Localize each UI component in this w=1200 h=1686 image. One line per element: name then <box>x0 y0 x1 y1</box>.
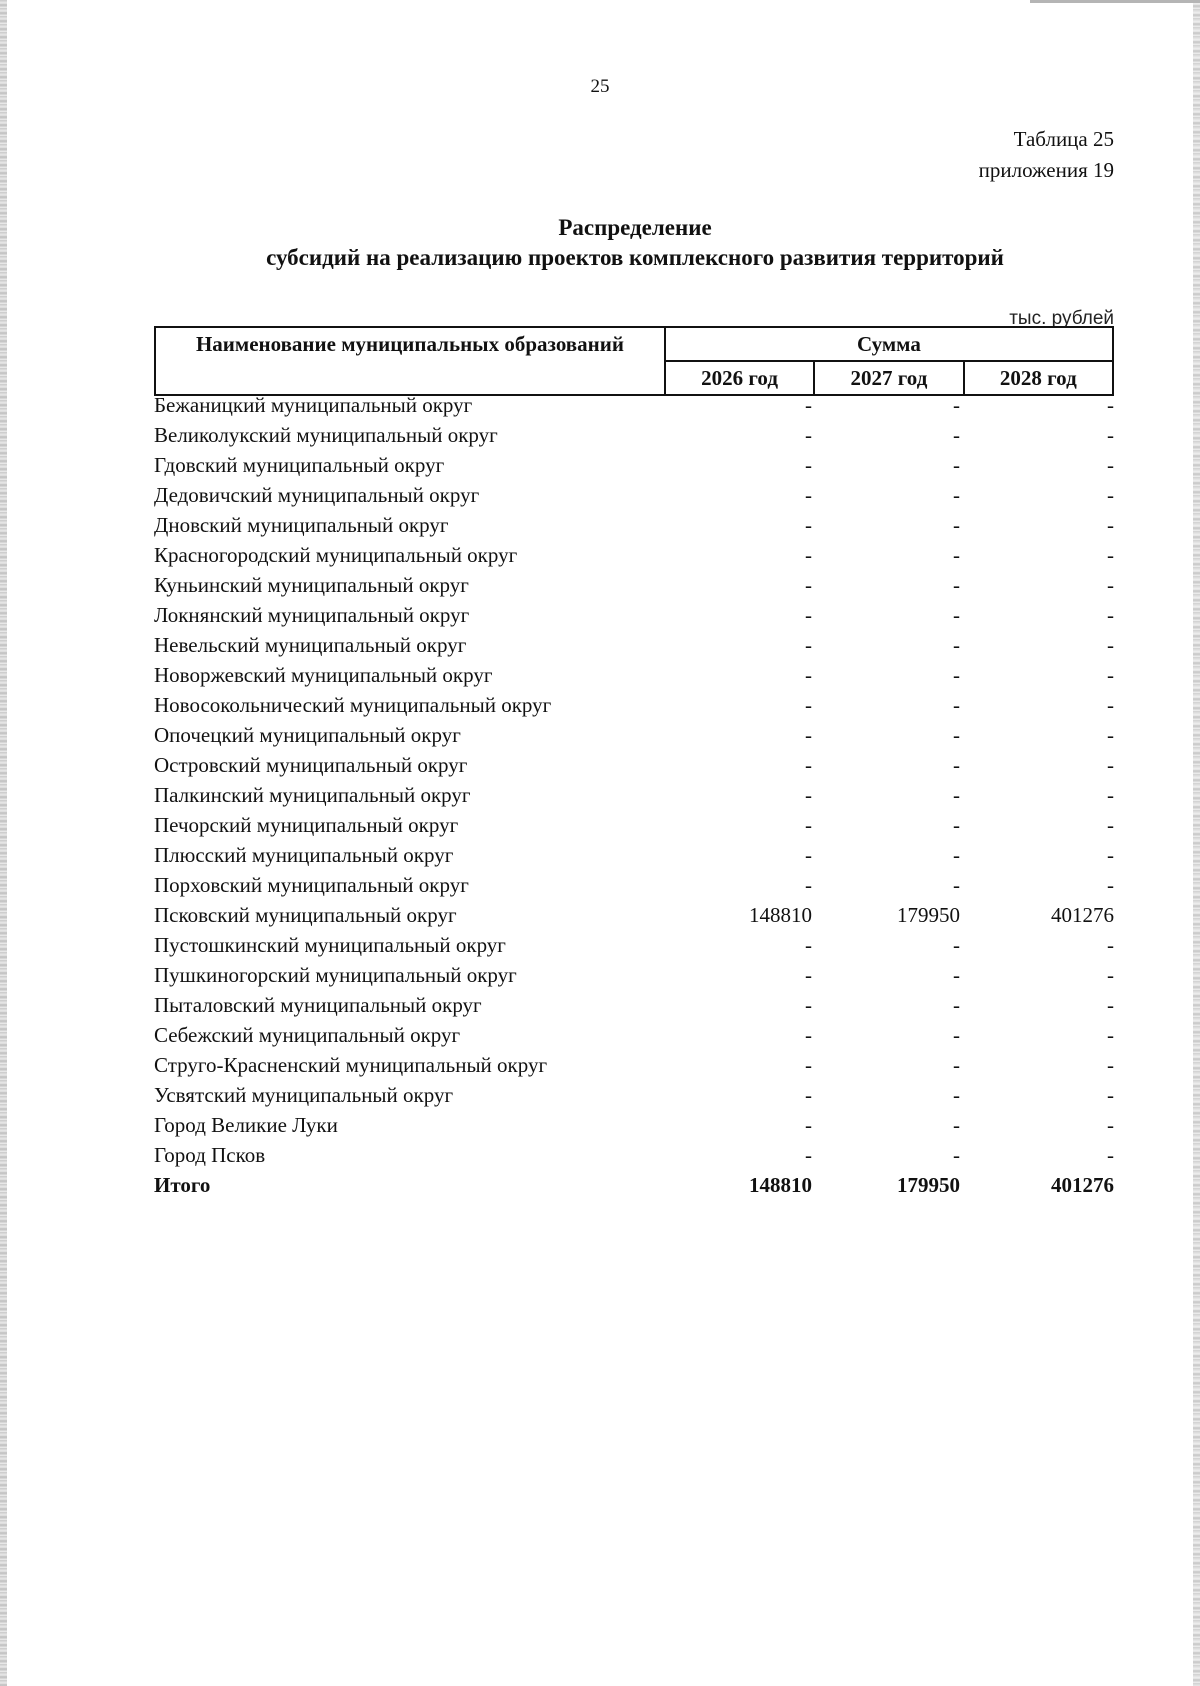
table-reference <box>979 124 1114 186</box>
value-2026: - <box>805 513 812 537</box>
header-year-2027: 2027 год <box>814 361 963 395</box>
value-2027: - <box>953 513 960 537</box>
municipality-name: Печорский муниципальный округ <box>154 813 459 837</box>
table-reference-line2: приложения 19 <box>978 158 1114 182</box>
value-2027: - <box>953 453 960 477</box>
municipality-name: Локнянский муниципальный округ <box>154 603 470 627</box>
value-2026: - <box>805 723 812 747</box>
table-row <box>154 1140 1114 1170</box>
table-row <box>154 630 1114 660</box>
table-row <box>154 1050 1114 1080</box>
document-title-line2: субсидий на реализацию проектов комплексного развития территорий <box>266 245 1004 270</box>
total-value-2028: 401276 <box>1051 1173 1114 1197</box>
value-2027: - <box>953 1083 960 1107</box>
table-row <box>154 390 1114 420</box>
value-2027: - <box>953 1113 960 1137</box>
table-row <box>154 1020 1114 1050</box>
table-row <box>154 840 1114 870</box>
value-2026: - <box>805 483 812 507</box>
municipality-name: Красногородский муниципальный округ <box>154 543 518 567</box>
municipality-name: Дновский муниципальный округ <box>154 513 449 537</box>
value-2026: - <box>805 753 812 777</box>
value-2026: - <box>805 603 812 627</box>
municipality-name: Гдовский муниципальный округ <box>154 453 445 477</box>
table-row <box>154 570 1114 600</box>
value-2026: - <box>805 963 812 987</box>
document-title <box>0 213 1200 273</box>
value-2028: - <box>1107 963 1114 987</box>
value-2027: - <box>953 933 960 957</box>
table-row <box>154 1110 1114 1140</box>
value-2027: - <box>953 753 960 777</box>
table-row <box>154 420 1114 450</box>
table-row <box>154 660 1114 690</box>
value-2026: - <box>805 543 812 567</box>
table-row <box>154 600 1114 630</box>
data-table <box>154 390 1114 1200</box>
table-row <box>154 990 1114 1020</box>
value-2026: - <box>805 393 812 417</box>
value-2026: - <box>805 843 812 867</box>
total-value-2027: 179950 <box>897 1173 960 1197</box>
value-2028: - <box>1107 423 1114 447</box>
value-2026: - <box>805 693 812 717</box>
value-2026: - <box>805 1143 812 1167</box>
header-name-column: Наименование муниципальных образований <box>155 327 665 395</box>
value-2028: - <box>1107 1143 1114 1167</box>
municipality-name: Город Великие Луки <box>154 1113 338 1137</box>
value-2028: - <box>1107 663 1114 687</box>
municipality-name: Псковский муниципальный округ <box>154 903 457 927</box>
value-2028: - <box>1107 1053 1114 1077</box>
value-2026: - <box>805 1083 812 1107</box>
municipality-name: Бежаницкий муниципальный округ <box>154 393 473 417</box>
value-2026: - <box>805 1023 812 1047</box>
value-2028: - <box>1107 513 1114 537</box>
value-2028: - <box>1107 993 1114 1017</box>
value-2028: - <box>1107 813 1114 837</box>
value-2026: - <box>805 1053 812 1077</box>
value-2028: - <box>1107 753 1114 777</box>
header-year-2028: 2028 год <box>964 361 1113 395</box>
value-2028: - <box>1107 573 1114 597</box>
total-label: Итого <box>154 1173 211 1197</box>
municipality-name: Пушкиногорский муниципальный округ <box>154 963 517 987</box>
header-sum: Сумма <box>665 327 1113 361</box>
table-row <box>154 540 1114 570</box>
municipality-name: Островский муниципальный округ <box>154 753 468 777</box>
table-row <box>154 510 1114 540</box>
value-2028: - <box>1107 543 1114 567</box>
value-2028: - <box>1107 693 1114 717</box>
table-row <box>154 750 1114 780</box>
table-row <box>154 780 1114 810</box>
value-2028: - <box>1107 783 1114 807</box>
value-2026: - <box>805 813 812 837</box>
municipality-name: Город Псков <box>154 1143 266 1167</box>
value-2028: - <box>1107 873 1114 897</box>
municipality-name: Пустошкинский муниципальный округ <box>154 933 506 957</box>
municipality-name: Дедовичский муниципальный округ <box>154 483 480 507</box>
value-2028: - <box>1107 723 1114 747</box>
table-row <box>154 450 1114 480</box>
value-2028: - <box>1107 1023 1114 1047</box>
value-2027: - <box>953 1053 960 1077</box>
value-2027: - <box>953 603 960 627</box>
value-2027: - <box>953 723 960 747</box>
value-2028: - <box>1107 453 1114 477</box>
value-2028: 401276 <box>1051 903 1114 927</box>
value-2027: - <box>953 393 960 417</box>
municipality-name: Палкинский муниципальный округ <box>154 783 471 807</box>
value-2027: 179950 <box>897 903 960 927</box>
value-2027: - <box>953 843 960 867</box>
municipality-name: Пыталовский муниципальный округ <box>154 993 482 1017</box>
value-2027: - <box>953 873 960 897</box>
municipality-name: Себежский муниципальный округ <box>154 1023 461 1047</box>
value-2027: - <box>953 573 960 597</box>
value-2026: - <box>805 1113 812 1137</box>
value-2027: - <box>953 423 960 447</box>
table-row <box>154 720 1114 750</box>
municipality-name: Новосокольнический муниципальный округ <box>154 693 552 717</box>
total-row <box>154 1170 1114 1200</box>
header-year-2026: 2026 год <box>665 361 814 395</box>
municipality-name: Невельский муниципальный округ <box>154 633 467 657</box>
municipality-name: Струго-Красненский муниципальный округ <box>154 1053 548 1077</box>
value-2027: - <box>953 483 960 507</box>
value-2028: - <box>1107 933 1114 957</box>
table-row <box>154 810 1114 840</box>
units-label: тыс. рублей <box>1009 308 1114 329</box>
value-2026: - <box>805 873 812 897</box>
value-2028: - <box>1107 393 1114 417</box>
value-2026: - <box>805 663 812 687</box>
value-2026: - <box>805 573 812 597</box>
value-2028: - <box>1107 1113 1114 1137</box>
value-2026: - <box>805 423 812 447</box>
value-2026: 148810 <box>749 903 812 927</box>
value-2027: - <box>953 993 960 1017</box>
total-value-2026: 148810 <box>749 1173 812 1197</box>
table-row <box>154 1080 1114 1110</box>
value-2028: - <box>1107 1083 1114 1107</box>
value-2027: - <box>953 543 960 567</box>
value-2026: - <box>805 783 812 807</box>
data-table-body <box>154 390 1114 1200</box>
table-row <box>154 690 1114 720</box>
value-2026: - <box>805 633 812 657</box>
municipality-name: Плюсский муниципальный округ <box>154 843 454 867</box>
value-2026: - <box>805 453 812 477</box>
table-header <box>154 326 1114 396</box>
page-number: 25 <box>590 76 610 97</box>
value-2027: - <box>953 813 960 837</box>
value-2028: - <box>1107 633 1114 657</box>
municipality-name: Усвятский муниципальный округ <box>154 1083 454 1107</box>
value-2027: - <box>953 633 960 657</box>
table-row <box>154 480 1114 510</box>
table-row <box>154 900 1114 930</box>
value-2027: - <box>953 1023 960 1047</box>
value-2028: - <box>1107 483 1114 507</box>
municipality-name: Великолукский муниципальный округ <box>154 423 498 447</box>
value-2027: - <box>953 663 960 687</box>
municipality-name: Опочецкий муниципальный округ <box>154 723 461 747</box>
table-row <box>154 960 1114 990</box>
value-2027: - <box>953 963 960 987</box>
table-reference-line1: Таблица 25 <box>1013 127 1114 151</box>
municipality-name: Порховский муниципальный округ <box>154 873 469 897</box>
value-2027: - <box>953 783 960 807</box>
value-2026: - <box>805 933 812 957</box>
table-row <box>154 870 1114 900</box>
table-row <box>154 930 1114 960</box>
value-2028: - <box>1107 603 1114 627</box>
municipality-name: Новоржевский муниципальный округ <box>154 663 493 687</box>
document-title-line1: Распределение <box>558 215 712 240</box>
value-2026: - <box>805 993 812 1017</box>
scan-edge-top <box>1030 0 1200 3</box>
value-2027: - <box>953 693 960 717</box>
value-2027: - <box>953 1143 960 1167</box>
municipality-name: Куньинский муниципальный округ <box>154 573 469 597</box>
value-2028: - <box>1107 843 1114 867</box>
